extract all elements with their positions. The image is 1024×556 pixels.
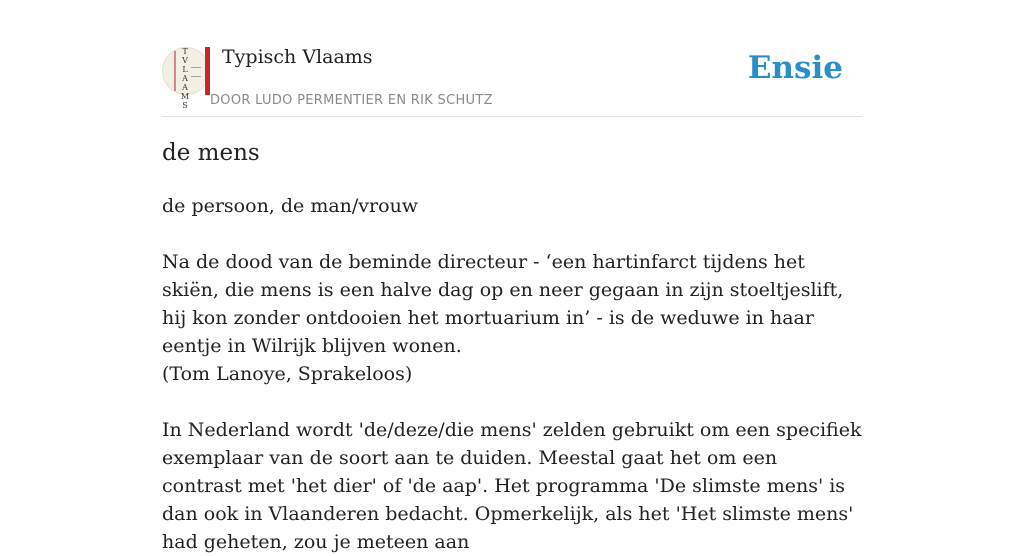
entry-quote: Na de dood van de beminde directeur - ‘een hartinfarct tijdens het skiën, die mens is een halve dag op en neer gegaan in zijn stoeltjeslift, hij kon zonder ontdooien het mortuarium in’ - is de weduwe in haar eentje in Wilrijk blijven wonen. (162, 251, 844, 357)
cover-decoration (191, 67, 201, 77)
cover-decoration (174, 51, 176, 91)
entry-body (162, 192, 862, 556)
book-cover-thumbnail[interactable] (162, 47, 210, 110)
entry-header (162, 0, 862, 117)
book-title[interactable]: Typisch Vlaams (222, 46, 373, 68)
entry-term: de mens (162, 140, 260, 166)
entry-definition: de persoon, de man/vrouw (162, 195, 419, 217)
ensie-logo[interactable]: Ensie (747, 50, 843, 86)
entry-quote-source: (Tom Lanoye, Sprakeloos) (162, 363, 413, 385)
cover-spine (205, 47, 210, 95)
cover-letters: T V L A A M S (180, 47, 190, 110)
page (162, 0, 862, 553)
book-authors[interactable]: DOOR LUDO PERMENTIER EN RIK SCHUTZ (210, 93, 493, 108)
entry-explanation: In Nederland wordt 'de/deze/die mens' zelden gebruikt om een specifiek exemplaar van de soort aan te duiden. Meestal gaat het om een contrast met 'het dier' of 'de aap'. Het programma 'De slimste mens' is dan ook in Vlaanderen bedacht. Opmerkelijk, als het 'Het slimste mens' had geheten, zou je meteen aan (162, 419, 862, 553)
